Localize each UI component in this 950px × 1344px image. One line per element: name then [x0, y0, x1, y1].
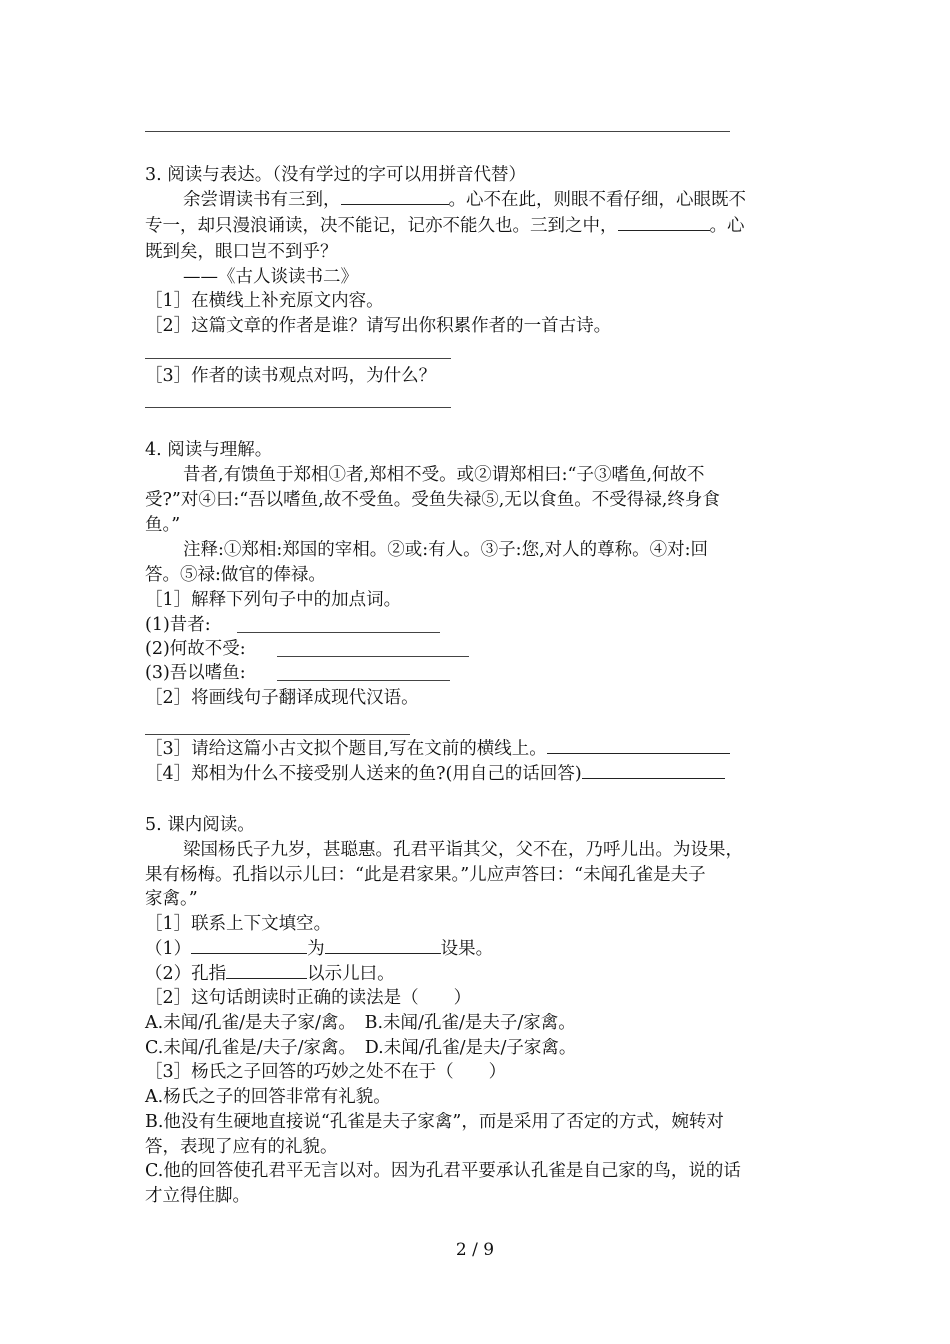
q5-option-line: C.未闻/孔雀是/夫子/家禽。 D.未闻/孔雀/是夫/子家禽。: [145, 1038, 577, 1058]
q4-passage-line: 鱼。”: [145, 515, 181, 535]
fill-blank: [618, 214, 710, 231]
fill-blank: [547, 737, 730, 754]
q4-passage-line: 昔者,有馈鱼于郑相①者,郑相不受。或②谓郑相曰:“子③嗜鱼,何故不: [183, 465, 705, 485]
q4-sub3: ［3］请给这篇小古文拟个题目,写在文前的横线上。: [145, 737, 730, 761]
answer-line: [237, 632, 440, 633]
q4-heading: 4. 阅读与理解。: [145, 440, 273, 460]
q5-passage-line: 果有杨梅。孔指以示儿曰：“此是君家果。”儿应声答曰：“未闻孔雀是夫子: [145, 865, 706, 885]
q3-heading: 3. 阅读与表达。（没有学过的字可以用拼音代替）: [145, 165, 527, 185]
fill-blank: [226, 962, 307, 979]
q5-sub3: ［3］杨氏之子回答的巧妙之处不在于（ ）: [145, 1062, 507, 1082]
q4-note-line: 注释:①郑相:郑国的宰相。②或:有人。③子:您,对人的尊称。④对:回: [183, 540, 709, 560]
q5-choice-a: A.杨氏之子的回答非常有礼貌。: [145, 1087, 391, 1107]
q3-passage-line: 既到矣，眼口岂不到乎？: [145, 242, 338, 262]
q3-sub3: ［3］作者的读书观点对吗，为什么？: [145, 366, 437, 386]
q5-fill-item: （2）孔指 以示儿曰。: [145, 964, 395, 984]
fill-blank: [341, 188, 449, 205]
fill-blank: [325, 937, 441, 954]
q4-sub2: ［2］将画线句子翻译成现代汉语。: [145, 688, 419, 708]
q5-choice-b-cont: 答，表现了应有的礼貌。: [145, 1137, 338, 1157]
answer-line: [145, 131, 730, 132]
q4-passage-line: 受?”对④曰:“吾以嗜鱼,故不受鱼。受鱼失禄⑤,无以食鱼。不受得禄,终身食: [145, 490, 720, 510]
q3-passage-line: 余尝谓读书有三到， 。心不在此，则眼不看仔细，心眼既不: [183, 190, 746, 210]
q4-note-line: 答。⑤禄:做官的俸禄。: [145, 565, 326, 585]
q5-fill-item: （1） 为 设果。: [145, 939, 494, 959]
q4-sub1: ［1］解释下列句子中的加点词。: [145, 590, 402, 610]
answer-line: [145, 358, 451, 359]
q5-passage-line: 梁国杨氏子九岁，甚聪惠。孔君平诣其父，父不在，乃呼儿出。为设果，: [183, 840, 743, 860]
answer-line: [145, 407, 451, 408]
q5-heading: 5. 课内阅读。: [145, 815, 255, 835]
answer-line: [277, 656, 469, 657]
q4-item: (3)吾以嗜鱼:: [145, 663, 246, 683]
page-number: 2 / 9: [455, 1240, 495, 1260]
q5-choice-c-cont: 才立得住脚。: [145, 1186, 250, 1206]
q5-choice-b: B.他没有生硬地直接说“孔雀是夫子家禽”，而是采用了否定的方式，婉转对: [145, 1112, 724, 1132]
fill-blank: [191, 937, 307, 954]
fill-blank: [582, 762, 725, 779]
q5-option-line: A.未闻/孔雀/是夫子家/禽。 B.未闻/孔雀/是夫子/家禽。: [145, 1013, 576, 1033]
q4-item: (2)何故不受:: [145, 639, 246, 659]
q4-sub4: ［4］郑相为什么不接受别人送来的鱼?(用自己的话回答): [145, 762, 725, 786]
answer-line: [277, 680, 450, 681]
q3-sub2: ［2］这篇文章的作者是谁？请写出你积累作者的一首古诗。: [145, 316, 612, 336]
q3-source: ——《古人谈读书二》: [183, 267, 358, 287]
q4-item: (1)昔者:: [145, 615, 211, 635]
q5-sub2: ［2］这句话朗读时正确的读法是（ ）: [145, 988, 472, 1008]
q5-sub1: ［1］联系上下文填空。: [145, 914, 332, 934]
answer-line: [145, 734, 410, 735]
q3-passage-line: 专一，却只漫浪诵读，决不能记，记亦不能久也。三到之中， 。心: [145, 216, 745, 236]
q5-passage-line: 家禽。”: [145, 889, 198, 909]
q3-sub1: ［1］在横线上补充原文内容。: [145, 291, 384, 311]
q5-choice-c: C.他的回答使孔君平无言以对。因为孔君平要承认孔雀是自己家的鸟，说的话: [145, 1161, 741, 1181]
